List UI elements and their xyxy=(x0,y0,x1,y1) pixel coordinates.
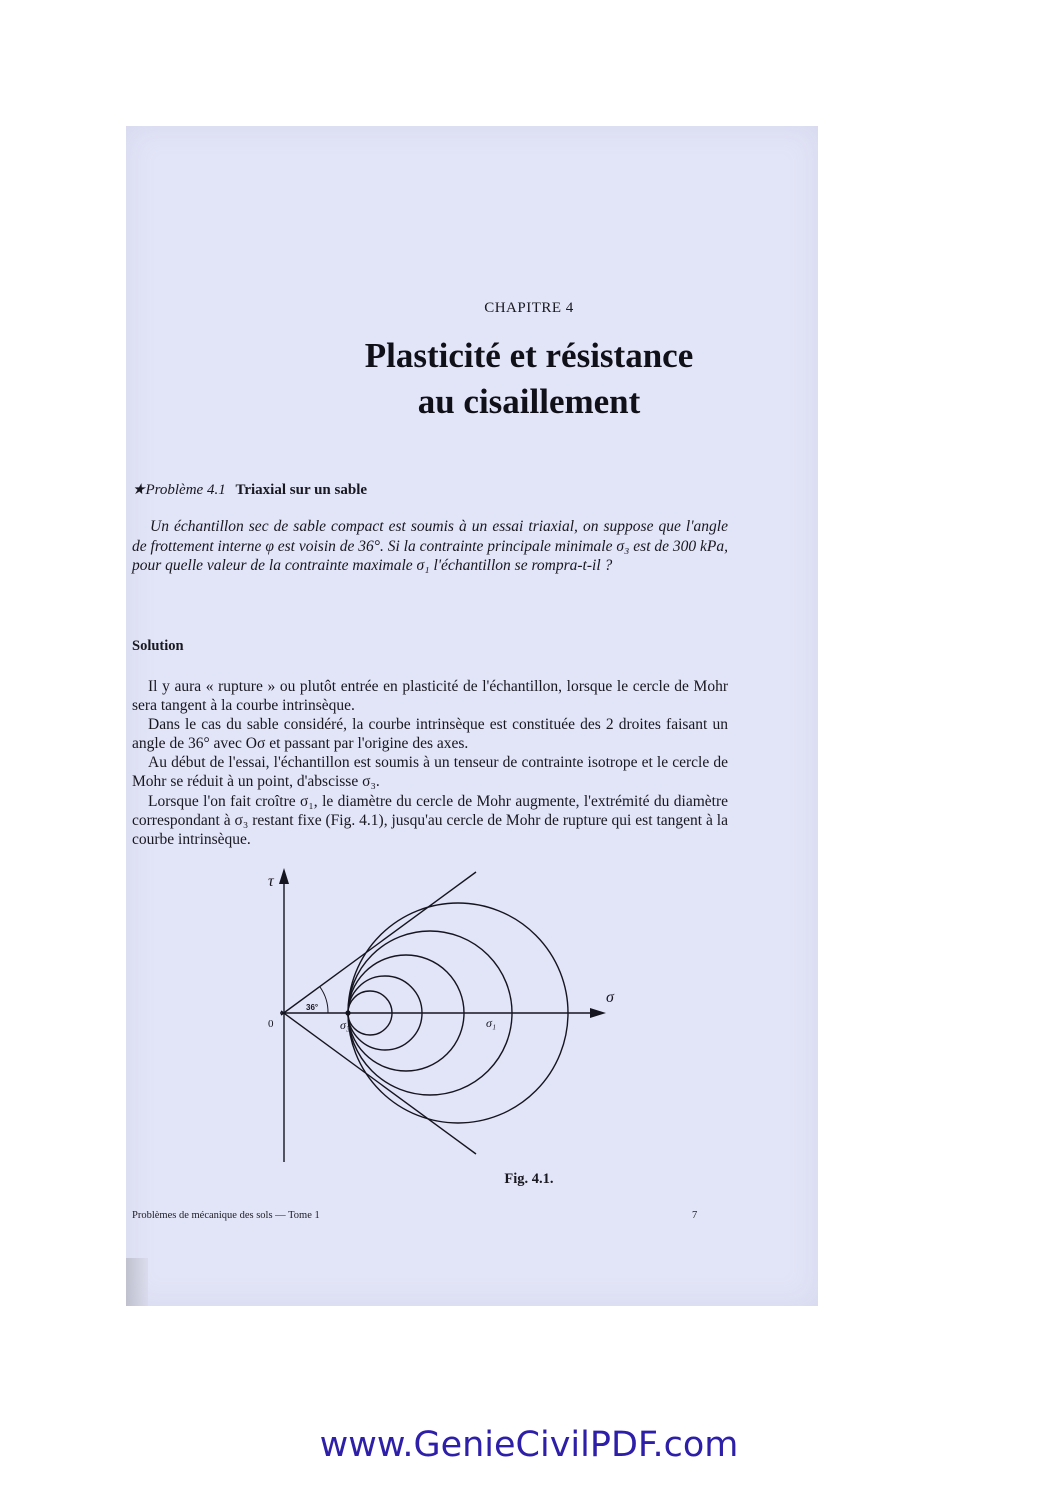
mohr-circle-diagram xyxy=(250,862,630,1168)
origin-label: 0 xyxy=(268,1018,274,1030)
watermark-link[interactable]: www.GenieCivilPDF.com xyxy=(319,1425,739,1465)
angle-label: 36° xyxy=(306,1003,319,1012)
problem-statement: Un échantillon sec de sable compact est soumis à un essai triaxial, on suppose que l'angle de frottement interne φ est voisin de 36°. Si la contrainte principale minimale σ₃ est de 300 kPa, pour quelle valeur de la contrainte maximale σ₁ l'échantillon se rompra-t-il ? xyxy=(132,518,728,574)
sigma3-point-icon xyxy=(345,1010,350,1015)
tau-axis-label: τ xyxy=(268,873,274,890)
page-number: 7 xyxy=(692,1210,698,1221)
problem-number: ★Problème 4.1 xyxy=(132,482,226,498)
sigma-axis-label: σ xyxy=(606,989,614,1006)
figure-caption: Fig. 4.1. xyxy=(504,1171,554,1187)
solution-paragraph: Lorsque l'on fait croître σ₁, le diamètre du cercle de Mohr augmente, l'extrémité du diamètre correspondant à σ₃ restant fixe (Fig. 4.1), jusqu'au cercle de Mohr de rupture qui est tangent à la courbe intrinsèque. xyxy=(132,792,728,848)
sigma-arrow-icon xyxy=(590,1008,606,1018)
intrinsic-line-lower xyxy=(281,1011,476,1154)
chapter-title-line1: Plasticité et résistance xyxy=(364,336,694,375)
tau-arrow-icon xyxy=(279,868,289,884)
solution-body xyxy=(132,677,728,849)
sigma3-label: σ₃ xyxy=(340,1018,351,1032)
solution-paragraph: Il y aura « rupture » ou plutôt entrée en plasticité de l'échantillon, lorsque le cercle de Mohr sera tangent à la courbe intrinsèque. xyxy=(132,678,728,715)
angle-arc xyxy=(320,987,328,1013)
scan-shadow xyxy=(126,1258,148,1306)
book-title-footer: Problèmes de mécanique des sols — Tome 1 xyxy=(132,1210,320,1221)
problem-heading xyxy=(132,480,367,499)
sigma1-label: σ₁ xyxy=(486,1016,497,1030)
solution-paragraph: Dans le cas du sable considéré, la courbe intrinsèque est constituée des 2 droites faisant un angle de 36° avec Oσ et passant par l'origine des axes. xyxy=(132,716,728,753)
chapter-title-line2: au cisaillement xyxy=(417,382,641,421)
chapter-label: CHAPITRE 4 xyxy=(484,300,574,316)
chapter-title xyxy=(0,333,1058,425)
problem-title: Triaxial sur un sable xyxy=(235,482,368,498)
solution-paragraph: Au début de l'essai, l'échantillon est soumis à un tenseur de contrainte isotrope et le cercle de Mohr se réduit à un point, d'abscisse σ₃. xyxy=(132,754,728,791)
intrinsic-line-upper xyxy=(281,872,476,1015)
solution-heading: Solution xyxy=(132,638,184,654)
